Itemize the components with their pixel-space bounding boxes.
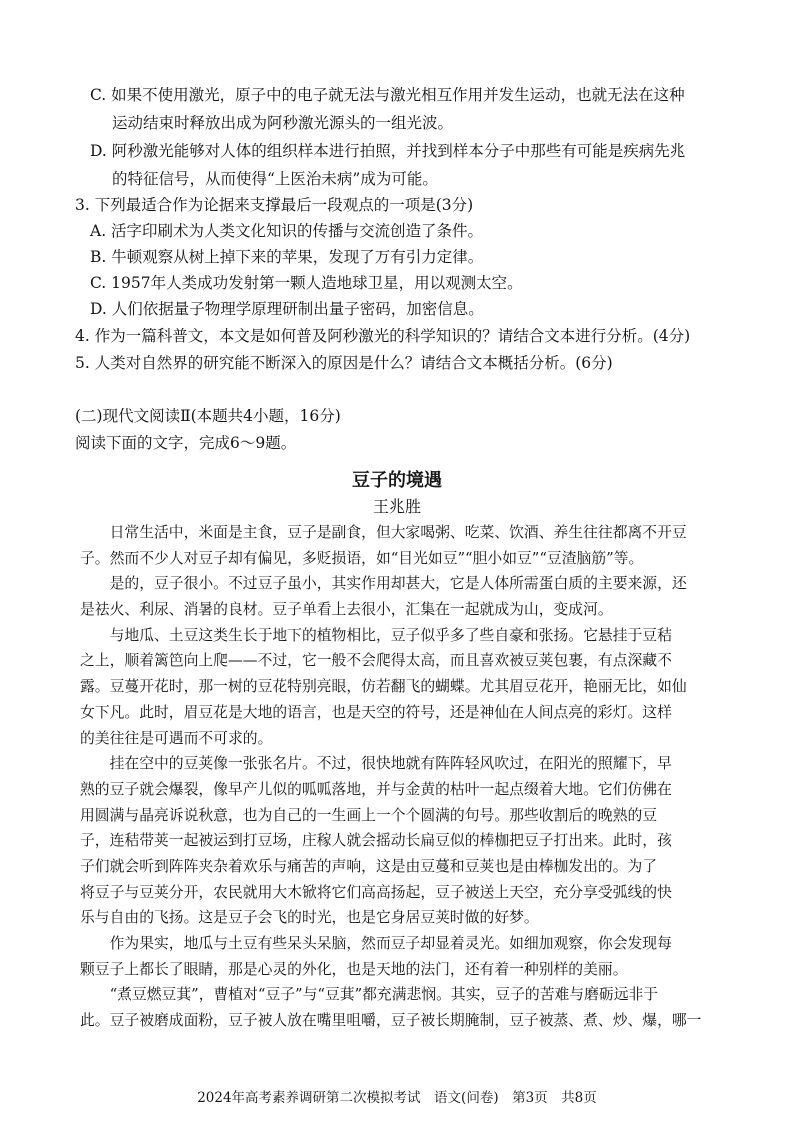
- article-line: 用圆满与晶亮诉说秋意，也为自己的一生画上一个个圆满的句号。那些收割后的晚熟的豆: [80, 806, 658, 824]
- page-footer: 2024年高考素养调研第二次模拟考试 语文(问卷) 第3页 共8页: [197, 1090, 597, 1106]
- question-4: 4. 作为一篇科普文，本文是如何普及阿秒激光的科学知识的？请结合文本进行分析。(4分): [75, 327, 691, 345]
- article-line: 挂在空中的豆荚像一张张名片。不过，很快地就有阵阵轻风吹过，在阳光的照耀下，早: [80, 755, 672, 773]
- article-line: 女下凡。此时，眉豆花是大地的语言，也是天空的符号，还是神仙在人间点亮的彩灯。这样: [80, 703, 672, 721]
- article-line: 是的，豆子很小。不过豆子虽小，其实作用却甚大，它是人体所需蛋白质的主要来源，还: [80, 575, 687, 593]
- article-line: 子们就会听到阵阵夹杂着欢乐与痛苦的声响，这是由豆蔓和豆荚也是由棒枷发出的。为了: [80, 857, 658, 875]
- article-line: 作为果实，地瓜与土豆有些呆头呆脑，然而豆子却显着灵光。如细加观察，你会发现每: [80, 935, 672, 952]
- option-d-line-1: D. 阿秒激光能够对人体的组织样本进行拍照，并找到样本分子中那些有可能是疾病先兆: [90, 142, 686, 160]
- article-body: [80, 522, 720, 1031]
- article-line: “煮豆燃豆萁”，曹植对“豆子”与“豆萁”都充满悲悯。其实，豆子的苦难与磨砺远非于: [80, 986, 659, 1004]
- option-c-line-2: 运动结束时释放出成为阿秒激光源头的一组光波。: [112, 114, 454, 132]
- article-line: 之上，顺着篱笆向上爬——不过，它一般不会爬得太高，而且喜欢被豆荚包裹，有点深藏不: [80, 652, 672, 670]
- article-author: 王兆胜: [372, 497, 421, 516]
- section-heading: (二)现代文阅读Ⅱ(本题共4小题，16分): [75, 407, 341, 425]
- article-line: 颗豆子上都长了眼睛，那是心灵的外化，也是天地的法门，还有着一种别样的美丽。: [80, 960, 628, 978]
- article-line: 子，连秸带荚一起被运到打豆场，庄稼人就会摇动长扁豆似的棒枷把豆子打出来。此时，孩: [80, 832, 672, 850]
- question-3-option-d: D. 人们依据量子物理学原理研制出量子密码，加密信息。: [90, 300, 484, 318]
- option-c: [90, 84, 685, 134]
- article-line: 此。豆子被磨成面粉，豆子被人放在嘴里咀嚼，豆子被长期腌制，豆子被蒸、煮、炒、爆，哪一: [80, 1012, 702, 1030]
- article-line: 的美往往是可遇而不可求的。: [80, 729, 273, 747]
- article-line: 子。然而不少人对豆子却有偏见，多贬损语，如“目光如豆”“胆小如豆”“豆渣脑筋”等。: [80, 549, 644, 567]
- option-c-line-1: C. 如果不使用激光，原子中的电子就无法与激光相互作用并发生运动，也就无法在这种: [90, 86, 685, 104]
- question-3-stem: 3. 下列最适合作为论据来支撑最后一段观点的一项是(3分): [75, 196, 474, 214]
- article-line: 日常生活中，米面是主食，豆子是副食，但大家喝粥、吃菜、饮酒、养生往往都离不开豆: [80, 524, 687, 541]
- question-3-option-a: A. 活字印刷术为人类文化知识的传播与交流创造了条件。: [90, 222, 484, 240]
- article-title: 豆子的境遇: [352, 470, 442, 491]
- article-line: 熟的豆子就会爆裂，像早产儿似的呱呱落地，并与金黄的枯叶一起点缀着大地。它们仿佛在: [80, 780, 672, 798]
- article-line: 与地瓜、土豆这类生长于地下的植物相比，豆子似乎多了些自豪和张扬。它悬挂于豆秸: [80, 626, 672, 644]
- article-line: 乐与自由的飞扬。这是豆子会飞的时光，也是它身居豆荚时做的好梦。: [80, 909, 539, 927]
- section-instruction: 阅读下面的文字，完成6～9题。: [75, 434, 297, 452]
- article-line: 将豆子与豆荚分开，农民就用大木锨将它们高高扬起，豆子被送上天空，充分享受弧线的快: [80, 883, 672, 901]
- option-d-line-2: 的特征信号，从而使得“上医治未病”成为可能。: [112, 170, 438, 188]
- question-3-option-c: C. 1957年人类成功发射第一颗人造地球卫星，用以观测太空。: [90, 274, 523, 292]
- article-line: 是祛火、利尿、消暑的良材。豆子单看上去很小，汇集在一起就成为山，变成河。: [80, 601, 613, 619]
- question-3-option-b: B. 牛顿观察从树上掉下来的苹果，发现了万有引力定律。: [90, 248, 484, 266]
- option-d: [90, 140, 685, 190]
- question-5: 5. 人类对自然界的研究能不断深入的原因是什么？请结合文本概括分析。(6分): [75, 354, 613, 372]
- article-line: 露。豆蔓开花时，那一树的豆花特别亮眼，仿若翻飞的蝴蝶。尤其眉豆花开，艳丽无比，如仙: [80, 678, 687, 696]
